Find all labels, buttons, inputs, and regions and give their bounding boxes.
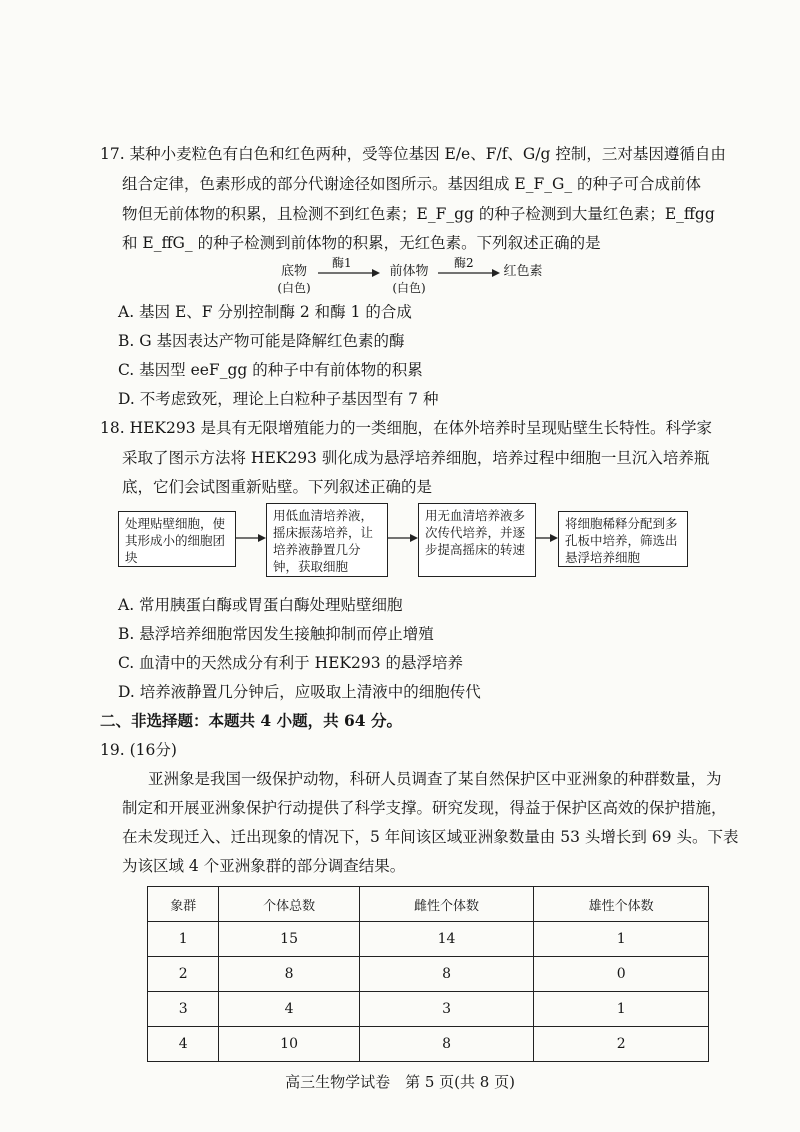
table-cell: 1 bbox=[148, 922, 219, 957]
q17-option-b: B. G 基因表达产物可能是降解红色素的酶 bbox=[118, 332, 405, 350]
enzyme2-label: 酶2 bbox=[454, 256, 474, 270]
q18-line-1: 18. HEK293 是具有无限增殖能力的一类细胞，在体外培养时呈现贴壁生长特性。科学家 bbox=[100, 419, 713, 437]
q18-option-a: A. 常用胰蛋白酶或胃蛋白酶处理贴壁细胞 bbox=[118, 596, 403, 614]
flow-step-3: 用无血清培养液多次传代培养，并逐步提高摇床的转速 bbox=[418, 503, 536, 577]
table-cell: 0 bbox=[534, 957, 709, 992]
table-cell: 3 bbox=[359, 992, 534, 1027]
table-cell: 2 bbox=[148, 957, 219, 992]
q17-option-d: D. 不考虑致死，理论上白粒种子基因型有 7 种 bbox=[118, 390, 439, 408]
flow-step-2: 用低血清培养液，摇床振荡培养，让培养液静置几分钟，获取细胞 bbox=[266, 503, 388, 577]
flow-step-4: 将细胞稀释分配到多孔板中培养，筛选出悬浮培养细胞 bbox=[558, 511, 688, 567]
q17-option-c: C. 基因型 eeF_gg 的种子中有前体物的积累 bbox=[118, 361, 423, 379]
q17-line-2: 组合定律，色素形成的部分代谢途径如图所示。基因组成 E_F_G_ 的种子可合成前体 bbox=[122, 175, 702, 193]
table-header-cell: 雌性个体数 bbox=[359, 887, 534, 922]
table-cell: 4 bbox=[148, 1027, 219, 1062]
q18-option-c: C. 血清中的天然成分有利于 HEK293 的悬浮培养 bbox=[118, 654, 464, 672]
table-cell: 10 bbox=[219, 1027, 359, 1062]
page-footer: 高三生物学试卷 第 5 页(共 8 页) bbox=[285, 1073, 515, 1091]
q19-line-4: 为该区域 4 个亚洲象群的部分调查结果。 bbox=[122, 857, 406, 875]
flow-step-1: 处理贴壁细胞，使其形成小的细胞团块 bbox=[118, 511, 236, 567]
table-cell: 8 bbox=[219, 957, 359, 992]
table-cell: 15 bbox=[219, 922, 359, 957]
cell-culture-flow-diagram bbox=[118, 503, 688, 583]
q19-header: 19. (16分) bbox=[100, 741, 177, 759]
table-cell: 2 bbox=[534, 1027, 709, 1062]
q17-line-1: 17. 某种小麦粒色有白色和红色两种，受等位基因 E/e、F/f、G/g 控制，三对基因遵循自由 bbox=[100, 145, 726, 163]
arrow-right-icon bbox=[318, 268, 380, 278]
q19-line-3: 在未发现迁入、迁出现象的情况下，5 年间该区域亚洲象数量由 53 头增长到 69 头。下表 bbox=[122, 828, 739, 846]
q18-option-d: D. 培养液静置几分钟后，应吸取上清液中的细胞传代 bbox=[118, 683, 481, 701]
q17-option-a: A. 基因 E、F 分别控制酶 2 和酶 1 的合成 bbox=[118, 303, 412, 321]
table-cell: 1 bbox=[534, 922, 709, 957]
arrow-right-icon bbox=[388, 533, 418, 543]
pathway-substrate: 底物 (白色) bbox=[277, 264, 311, 295]
table-row bbox=[148, 1027, 709, 1062]
pathway-product: 红色素 bbox=[503, 264, 543, 279]
table-cell: 1 bbox=[534, 992, 709, 1027]
table-header-cell: 个体总数 bbox=[219, 887, 359, 922]
pathway-precursor: 前体物 (白色) bbox=[389, 264, 429, 295]
section-heading: 二、非选择题：本题共 4 小题，共 64 分。 bbox=[100, 711, 402, 730]
q18-option-b: B. 悬浮培养细胞常因发生接触抑制而停止增殖 bbox=[118, 625, 434, 643]
table-cell: 3 bbox=[148, 992, 219, 1027]
table-row bbox=[148, 992, 709, 1027]
q17-line-4: 和 E_ffG_ 的种子检测到前体物的积累，无红色素。下列叙述正确的是 bbox=[122, 234, 601, 252]
arrow-right-icon bbox=[536, 533, 558, 543]
table-row bbox=[148, 957, 709, 992]
arrow-right-icon bbox=[236, 533, 266, 543]
q18-line-2: 采取了图示方法将 HEK293 驯化成为悬浮培养细胞，培养过程中细胞一旦沉入培养瓶 bbox=[122, 449, 710, 467]
metabolic-pathway-diagram bbox=[272, 258, 542, 298]
q19-line-1: 亚洲象是我国一级保护动物，科研人员调查了某自然保护区中亚洲象的种群数量，为 bbox=[148, 770, 722, 788]
q17-line-3: 物但无前体物的积累，且检测不到红色素；E_F_gg 的种子检测到大量红色素；E_ffgg bbox=[122, 205, 715, 223]
table-header-cell: 象群 bbox=[148, 887, 219, 922]
enzyme1-label: 酶1 bbox=[332, 256, 352, 270]
table-cell: 4 bbox=[219, 992, 359, 1027]
q19-line-2: 制定和开展亚洲象保护行动提供了科学支撑。研究发现，得益于保护区高效的保护措施， bbox=[122, 799, 727, 817]
table-header-row bbox=[148, 887, 709, 922]
table-cell: 8 bbox=[359, 957, 534, 992]
q18-line-3: 底，它们会试图重新贴壁。下列叙述正确的是 bbox=[122, 478, 433, 496]
table-cell: 8 bbox=[359, 1027, 534, 1062]
arrow-right-icon bbox=[438, 268, 500, 278]
table-cell: 14 bbox=[359, 922, 534, 957]
table-header-cell: 雄性个体数 bbox=[534, 887, 709, 922]
elephant-herd-table bbox=[147, 886, 709, 1062]
table-row bbox=[148, 922, 709, 957]
